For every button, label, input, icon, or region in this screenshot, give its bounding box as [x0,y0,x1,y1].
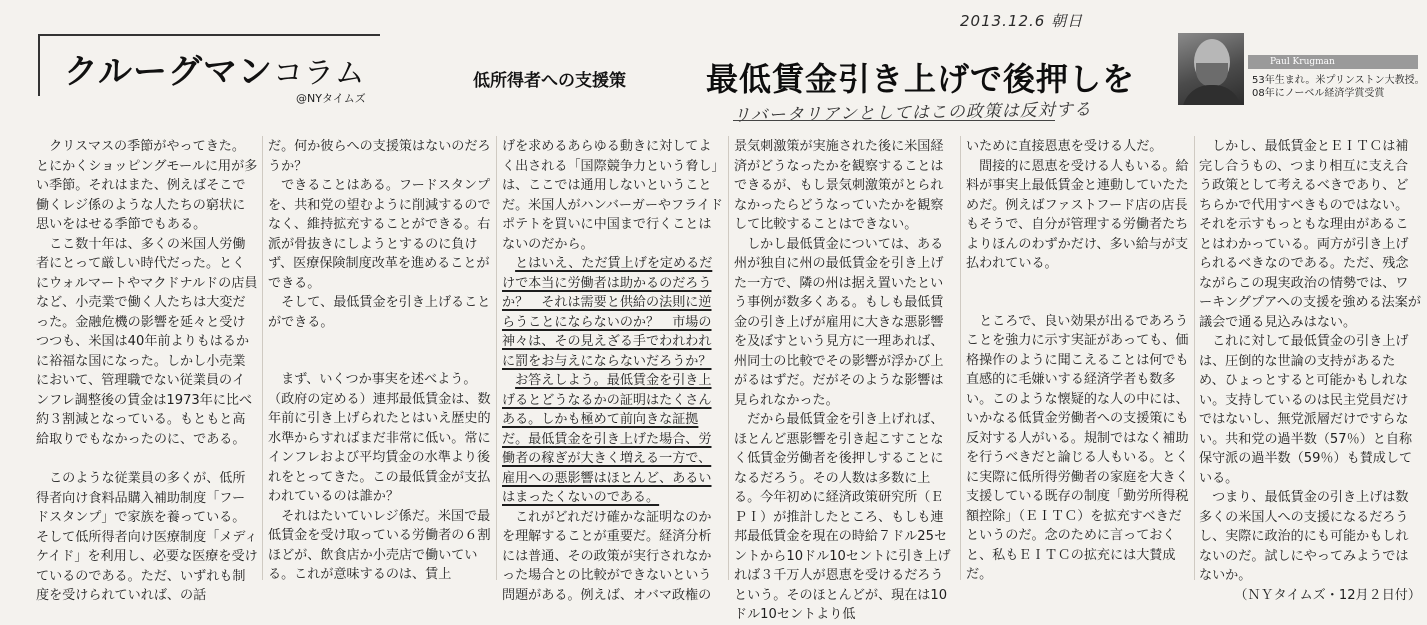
portrait-beard [1196,63,1228,87]
article-column-6 [1199,137,1421,603]
paragraph: このような従業員の多くが、低所得者向け食料品購入補助制度「フードスタンプ」で家族を養っている。そして低所得者向け医療制度「メディケイド」を利用し、必要な医療を受けているのである。ただ、いずれも制度を受けられていれば、の話 [36,471,258,603]
paragraph: ところで、良い効果が出るであろうことを強力に示す実証があっても、価格操作のように聞こえることは何でも直感的に毛嫌いする経済学者も数多い。このような懐疑的な人の中には、いかなる低賃金労働者への支援策にも反対する人がいる。規制ではなく補助を行うべきだと論じる人もいる。とくに実際に低所得労働者の家庭を大きく支援している既存の制度「勤労所得税額控除」（ＥＩＴＣ）を拡充すべきだというのだ。念のために言っておくと、私もＥＩＴＣの拡充には大賛成だ。 [966,313,1189,582]
paragraph: いために直接恩恵を受ける人だ。 [966,139,1163,154]
paragraph: これがどれだけ確かな証明なのかを理解することが重要だ。経済分析には普通、その政策が実行されなかった場合との比較ができないという問題がある。例えば、オバマ政権の [502,509,712,603]
column-divider [728,136,729,580]
paragraph: しかし、最低賃金とＥＩＴＣは補完し合うもの、つまり相互に支え合う政策として考えるべきであり、どちらかで代用すべきものではない。それを示すもっともな理由があることはわかっている。両方が引き上げられるべきなのである。ただ、残念ながらこの現実政治の情勢では、ワーキングプアへの支援を強める法案が議会で通る見込みはない。 [1199,139,1421,330]
source-mark: @NYタイムズ [296,92,366,105]
headline: 最低賃金引き上げで後押しを [706,60,1136,98]
bio-line: 08年にノーベル経済学賞受賞 [1252,88,1385,99]
column-name: クルーグマンコラム [64,52,366,92]
handwritten-note: リバータリアンとしてはこの政策は反対する [732,99,1093,127]
paragraph: つまり、最低賃金の引き上げは数多くの米国人への支援になるだろうし、実際に政治的にも可能かもしれないのだ。試しにやってみようではないか。 [1199,490,1409,583]
article-column-3 [502,137,724,603]
paragraph: クリスマスの季節がやってきた。とにかくショッピングモールに用が多い季節。それはまた、例えばそこで働くレジ係のような人たちの窮状に思いをはせる季節でもある。 [36,139,258,232]
column-divider [262,136,263,580]
author-bio [1252,74,1424,100]
paragraph: まず、いくつか事実を述べよう。（政府の定める）連邦最低賃金は、数年前に引き上げられたとはいえ歴史的水準からすればまだ非常に低い。常にインフレおよび平均賃金の水準より後れをとってきた。この最低賃金が支払われているのは誰か？ [268,372,491,504]
paragraph: そして、最低賃金を引き上げることができる。 [268,295,491,330]
author-name-bar: Paul Krugman [1248,55,1418,69]
column-divider [960,136,961,580]
column-divider [496,136,497,580]
paragraph: 景気刺激策が実施された後に米国経済がどうなったかを観察することはできるが、もし景気刺激策がとられなかったらどうなっていたかを観察して比較することはできない。 [734,139,944,232]
paragraph: それはたいていレジ係だ。米国で最低賃金を受け取っている労働者の６割ほどが、飲食店か小売店で働いている。これが意味するのは、賃上 [268,508,491,582]
column-divider [1194,136,1195,580]
subhead: 低所得者への支援策 [473,71,626,91]
article-column-2 [268,137,491,583]
paragraph: だから最低賃金を引き上げれば、ほとんど悪影響を引き起こすことなく低賃金労働者を後押しすることになるだろう。その人数は多数に上る。今年初めに経済政策研究所（ＥＰＩ）が推計したところ、もしも連邦最低賃金を現在の時給７ドル25セントから10ドル10セントに引き上げれば３千万人が恩恵を受けるだろうという。そのほとんどが、現在は10ドル10セントより低 [734,412,951,622]
article-credit: （ＮＹタイムズ・12月２日付） [1234,587,1421,603]
underlined-paragraph: お答えしよう。最低賃金を引き上げるとどうなるかの証明はたくさんある。しかも極めて前向きな証拠だ。最低賃金を引き上げた場合、労働者の稼ぎが大きく増える一方で、雇用への悪影響はほとんど、あるいはまったくないのである。 [502,373,712,505]
paragraph: これに対して最低賃金の引き上げは、圧倒的な世論の支持があるため、ひょっとすると可能かもしれない。支持しているのは民主党員だけではないし、無党派層だけですらない。共和党の過半数（57％）と自称保守派の過半数（59％）も賛成している。 [1199,334,1413,486]
handwritten-underline [733,120,1055,121]
portrait-body [1182,85,1242,105]
article-column-4 [734,137,956,622]
paragraph: できることはある。フードスタンプを、共和党の望むように削減するのでなく、維持拡充することができる。右派が骨抜きにしようとするのに負けず、医療保険制度改革を進めることができる。 [268,178,491,291]
author-portrait [1178,33,1244,105]
bio-line: 53年生まれ。米プリンストン大教授。 [1252,75,1425,86]
article-column-1 [36,137,258,603]
paragraph: ここ数十年は、多くの米国人労働者にとって厳しい時代だった。とくにウォルマートやマクドナルドの店員など、小売業で働く人たちは大変だった。金融危機の影響を延々と受けつつも、米国は40年前よりもはるかに裕福な国になった。しかし小売業において、管理職でない従業員のインフレ調整後の賃金は1973年に比べ約３割減となっている。もともと高給取りでもなかったのに、である。 [36,236,258,447]
paragraph: しかし最低賃金については、ある州が独自に州の最低賃金を引き上げた一方で、隣の州は据え置いたという事例が数多くある。もしも最低賃金の引き上げが雇用に大きな悪影響を及ぼすという見方に一理あれば、州同士の比較でその影響が浮かび上がるはずだ。だがそのような影響は見られなかった。 [734,236,944,408]
paragraph: げを求めるあらゆる動きに対してよく出される「国際競争力という脅し」は、ここでは通用しないということだ。米国人がハンバーガーやフライドポテトを買いに中国まで行くことはないのだから。 [502,139,724,252]
handwritten-date: 2013.12.6 朝日 [960,12,1084,30]
paragraph: 間接的に恩恵を受ける人もいる。給料が事実上最低賃金と連動していたためだ。例えばファストフード店の店長もそうで、自分が管理する労働者たちよりほんのわずかだけ、多い給与が支払われている。 [966,158,1189,271]
article-column-5 [966,137,1190,583]
underlined-paragraph: とはいえ、ただ賃上げを定めるだけで本当に労働者は助かるのだろうか？ それは需要と供給の法則に逆らうことにならないのか？ 市場の神々は、その見えざる手でわれわれに罰をお与えにならないだろうか？ [502,256,713,369]
paragraph: だ。何か彼らへの支援策はないのだろうか？ [268,139,491,174]
